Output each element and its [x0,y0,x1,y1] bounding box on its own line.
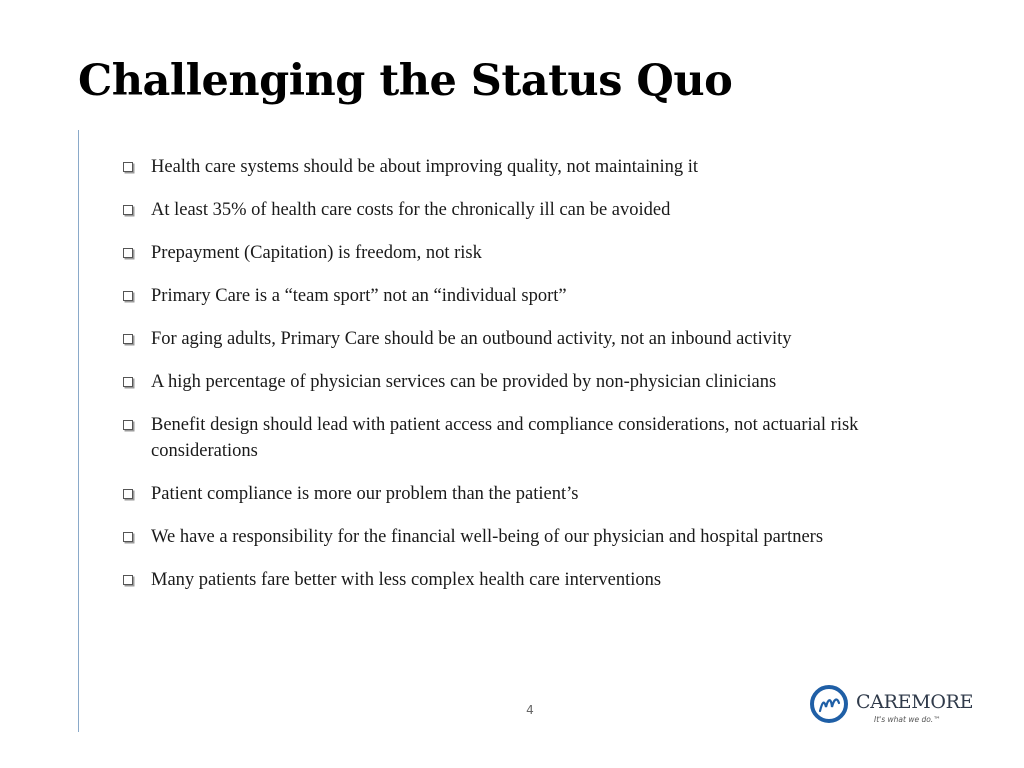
bullet-text: Benefit design should lead with patient access and compliance considerations, not actuarial risk considerations [151,415,859,461]
checkbox-square-icon [123,420,133,430]
checkbox-square-icon [123,334,133,344]
bullet-item [120,412,950,464]
bullet-item [120,481,950,507]
vertical-divider [78,130,79,732]
bullet-text: For aging adults, Primary Care should be an outbound activity, not an inbound activity [151,329,792,349]
checkbox-square-icon [123,575,133,585]
logo-wordmark: CAREMORE [856,691,974,713]
bullet-item [120,326,950,352]
bullet-text: A high percentage of physician services can be provided by non-physician clinicians [151,372,777,392]
checkbox-square-icon [123,248,133,258]
checkbox-square-icon [123,377,133,387]
caremore-logo [808,685,974,729]
bullet-text: Health care systems should be about improving quality, not maintaining it [151,157,699,177]
checkbox-square-icon [123,162,133,172]
bullet-item [120,369,950,395]
bullet-text: Patient compliance is more our problem than the patient’s [151,484,579,504]
bullet-text: Prepayment (Capitation) is freedom, not risk [151,243,482,263]
bullet-text: At least 35% of health care costs for the chronically ill can be avoided [151,200,671,220]
bullet-item [120,197,950,223]
checkbox-square-icon [123,291,133,301]
page-number: 4 [526,703,534,717]
bullet-item [120,567,950,593]
bullet-item [120,283,950,309]
caremore-m-logo-icon [810,685,848,723]
bullet-text: Primary Care is a “team sport” not an “individual sport” [151,286,567,306]
bullet-list [120,154,950,610]
slide-title: Challenging the Status Quo [78,56,733,106]
checkbox-square-icon [123,489,133,499]
bullet-item [120,524,950,550]
bullet-item [120,154,950,180]
bullet-text: We have a responsibility for the financial well-being of our physician and hospital partners [151,527,824,547]
logo-tagline: It's what we do.™ [874,715,941,724]
bullet-item [120,240,950,266]
bullet-text: Many patients fare better with less complex health care interventions [151,570,662,590]
checkbox-square-icon [123,532,133,542]
checkbox-square-icon [123,205,133,215]
